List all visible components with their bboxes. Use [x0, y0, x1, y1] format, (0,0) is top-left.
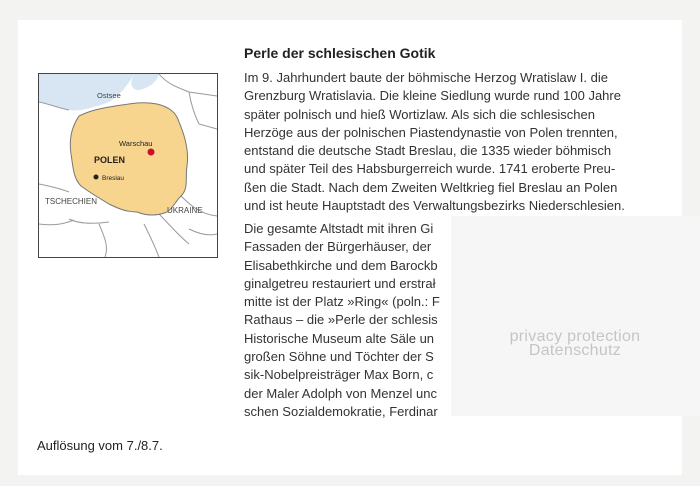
text-line: der Maler Adolph von Menzel unc — [244, 385, 437, 401]
text-line: sik-Nobelpreisträger Max Born, c — [244, 367, 434, 383]
privacy-cover — [451, 216, 700, 416]
watermark-line: Datenschutz — [528, 342, 622, 359]
text-line: Die gesamte Altstadt mit ihren Gi — [244, 221, 434, 236]
poland-map — [38, 73, 218, 258]
text-line: Im 9. Jahrhundert baute der böhmische Herzog Wratislaw I. die — [244, 70, 608, 85]
paragraph-altstadt — [244, 220, 451, 421]
text-line: mitte ist der Platz »Ring« (poln.: F — [244, 294, 440, 310]
city-label: Breslau — [102, 175, 125, 182]
capital-label: Warschau — [119, 139, 153, 148]
footer-note: Auflösung vom 7./8.7. — [37, 438, 163, 453]
text-line: und ist heute Hauptstadt des Verwaltungsbezirks Niederschlesien. — [244, 198, 625, 214]
privacy-watermark — [500, 330, 650, 358]
map-graphic — [39, 74, 217, 257]
baltic-sea-east — [131, 74, 159, 90]
watermark-line: privacy protection — [509, 328, 641, 345]
text-line: ginalgetreu restauriert und erstrał — [244, 275, 436, 291]
country-label: POLEN — [94, 155, 126, 165]
text-line: Elisabethkirche und dem Barockb — [244, 257, 438, 273]
text-line: Grenzburg Wratislavia. Die kleine Siedlung wurde rund 100 Jahre — [244, 88, 621, 104]
text-line: großen Söhne und Töchter der S — [244, 349, 434, 365]
text-line: Rathaus – die »Perle der schlesis — [244, 312, 438, 328]
paragraph-history — [244, 69, 664, 215]
text-line: Historische Museum alte Säle un — [244, 330, 435, 346]
text-line: Herzöge aus der polnischen Piastendynastie von Polen trennten, — [244, 124, 618, 140]
text-line: schen Sozialdemokratie, Ferdinar — [244, 403, 438, 419]
capital-dot — [148, 149, 155, 156]
text-line: und später Teil des Habsburgerreich wurde. 1741 eroberte Preu- — [244, 161, 616, 177]
neighbor-west-label: TSCHECHIEN — [45, 197, 98, 206]
sea-label: Ostsee — [97, 91, 121, 100]
text-line: Fassaden der Bürgerhäuser, der — [244, 239, 432, 255]
text-line: ßen die Stadt. Nach dem Zweiten Weltkrieg fiel Breslau an Polen — [244, 179, 618, 195]
text-line: entstand die deutsche Stadt Breslau, die 1335 wieder böhmisch — [244, 143, 612, 159]
text-line: später polnisch und hieß Wortizlaw. Als sich die schlesischen — [244, 106, 595, 122]
neighbor-east-label: UKRAINE — [167, 206, 203, 215]
city-dot — [94, 175, 99, 180]
article-title: Perle der schlesischen Gotik — [244, 45, 436, 61]
